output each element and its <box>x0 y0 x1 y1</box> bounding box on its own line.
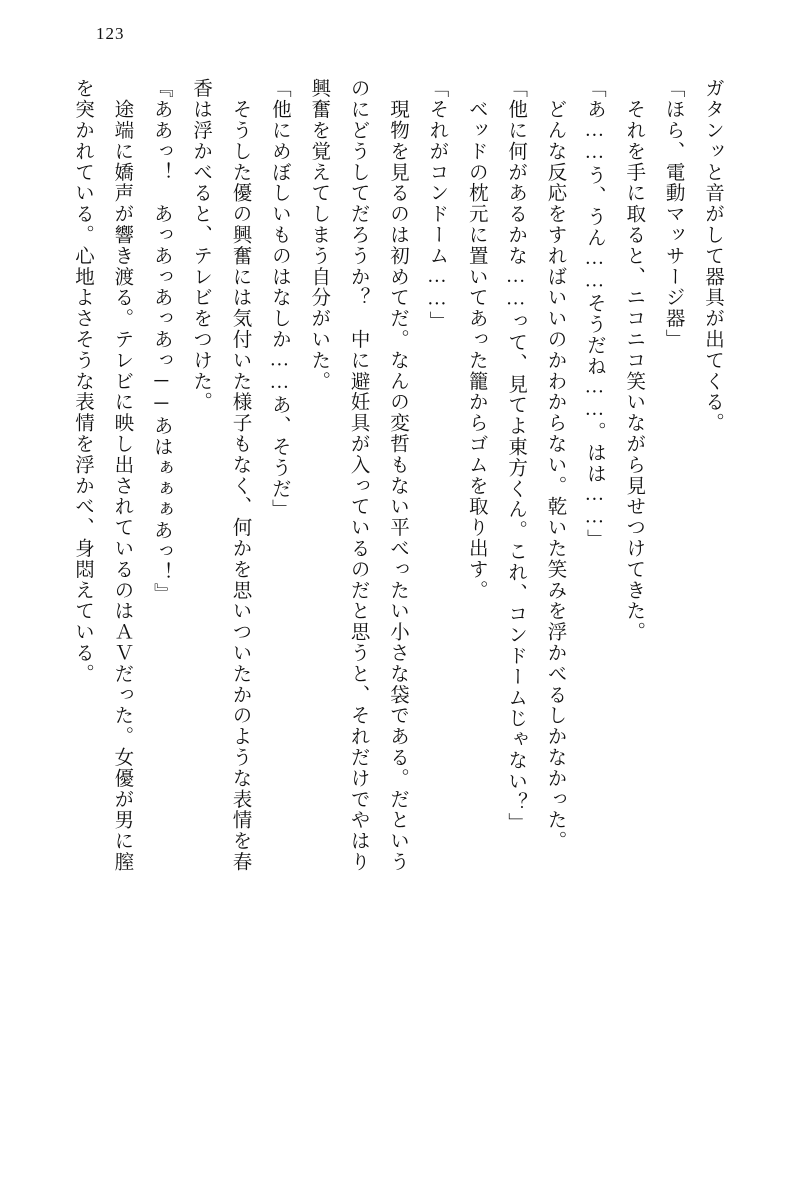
paragraph: それを手に取ると、ニコニコ笑いながら見せつけてきた。 <box>623 78 645 643</box>
paragraph: 「あ……う、うん……そうだね……。はは……」 <box>583 78 605 550</box>
paragraph: を突かれている。心地よさそうな表情を浮かべ、身悶えている。 <box>72 78 93 685</box>
paragraph: 「それがコンドーム……」 <box>426 78 448 332</box>
paragraph: 現物を見るのは初めてだ。なんの変哲もない平べったい小さな袋である。だという <box>387 78 408 873</box>
paragraph: ガタンッと音がして器具が出てくる。 <box>702 78 723 434</box>
page-number: 123 <box>96 24 125 43</box>
paragraph: どんな反応をすればいいのかわからない。乾いた笑みを浮かべるしかなかった。 <box>544 78 566 852</box>
paragraph: 「他に何があるかな……って、見てよ東方くん。これ、コンドームじゃない？」 <box>505 78 527 834</box>
paragraph: 「ほら、電動マッサージ器」 <box>662 78 684 350</box>
paragraph: 「他にめぼしいものはなしか……あ、そうだ」 <box>268 78 290 520</box>
paragraph: そうした優の興奮には気付いた様子もなく、何かを思いついたかのような表情を春 <box>229 78 251 873</box>
paragraph: ベッドの枕元に置いてあった籠からゴムを取り出す。 <box>465 78 487 601</box>
paragraph: 『ああっ！ あっあっあっあっ──あはぁぁぁあっ！』 <box>150 78 172 604</box>
paragraph: 香は浮かべると、テレビをつけた。 <box>190 78 212 413</box>
paragraph: のにどうしてだろうか？ 中に避妊具が入っているのだと思うと、それだけでやはり <box>347 78 369 873</box>
page-text-body <box>60 78 732 1154</box>
paragraph: 興奮を覚えてしまう自分がいた。 <box>308 78 330 392</box>
paragraph: 途端に嬌声が響き渡る。テレビに映し出されているのはＡＶだった。女優が男に膣 <box>111 78 133 873</box>
